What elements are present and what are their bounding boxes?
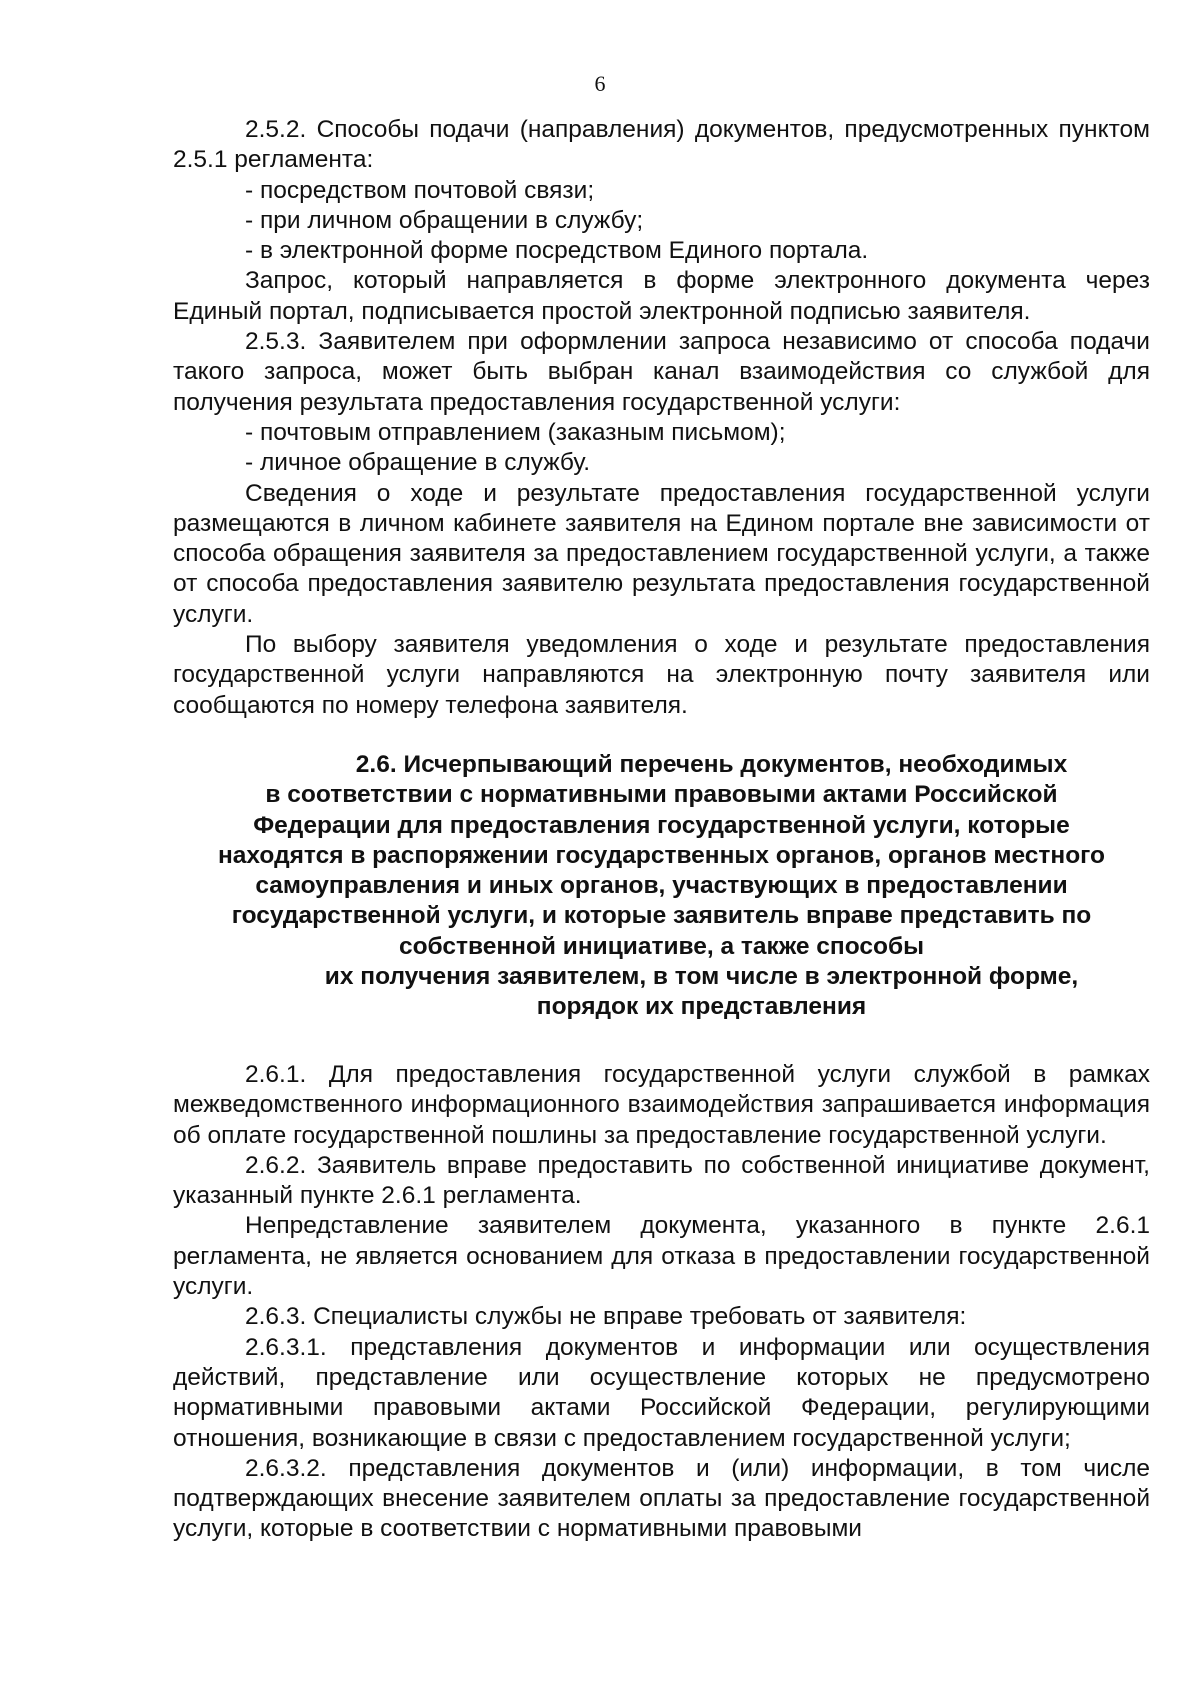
list-item: - личное обращение в службу. bbox=[245, 449, 591, 477]
heading-line: собственной инициативе, а также способы bbox=[398, 932, 925, 960]
heading-line: самоуправления и иных органов, участвующих в предоставлении bbox=[255, 872, 1068, 900]
section-heading bbox=[173, 750, 1150, 1023]
paragraph: По выбору заявителя уведомления о ходе и результате предоставления государственной услуги направляются на электронную почту заявителя или сообщаются по номеру телефона заявителя. bbox=[173, 631, 1150, 719]
paragraph: Запрос, который направляется в форме электронного документа через Единый портал, подписывается простой электронной подписью заявителя. bbox=[173, 267, 1150, 325]
heading-line: 2.6. Исчерпывающий перечень документов, необходимых bbox=[355, 751, 1068, 778]
heading-line: их получения заявителем, в том числе в электронной форме, bbox=[324, 963, 1079, 991]
list-item: - почтовым отправлением (заказным письмом); bbox=[245, 418, 786, 446]
paragraph: Непредставление заявителем документа, указанного в пункте 2.6.1 регламента, не является основанием для отказа в предоставлении государственной услуги. bbox=[173, 1212, 1150, 1301]
paragraph: Сведения о ходе и результате предоставления государственной услуги размещаются в личном кабинете заявителя на Едином портале вне зависимости от способа обращения заявителя за предоставлением государственной услуги, а также от способа предоставления заявителю результата предоставления государственной услуги. bbox=[173, 479, 1150, 628]
section-2-5-text bbox=[173, 115, 1150, 721]
list-item: - при личном обращении в службу; bbox=[245, 206, 644, 234]
paragraph: 2.5.2. Способы подачи (направления) документов, предусмотренных пунктом 2.5.1 регламента: bbox=[173, 116, 1150, 174]
paragraph: 2.6.3.2. представления документов и (или) информации, в том числе подтверждающих внесение заявителем оплаты за предоставление государственной услуги, которые в соответствии с нормативными правовыми bbox=[173, 1454, 1150, 1543]
page-number: 6 bbox=[594, 71, 606, 96]
paragraph: 2.6.3.1. представления документов и информации или осуществления действий, представление или осуществление которых не предусмотрено нормативными правовыми актами Российской Федерации, регулирующими отношения, возникающие в связи с предоставлением государственной услуги; bbox=[173, 1333, 1150, 1452]
heading-line: порядок их представления bbox=[536, 993, 867, 1021]
heading-line: в соответствии с нормативными правовыми актами Российской bbox=[265, 781, 1058, 809]
section-2-6-text bbox=[173, 1060, 1150, 1545]
heading-line: государственной услуги, и которые заявитель вправе представить по bbox=[231, 902, 1092, 930]
heading-line: Федерации для предоставления государственной услуги, которые bbox=[253, 811, 1070, 839]
paragraph: 2.6.2. Заявитель вправе предоставить по собственной инициативе документ, указанный пункте 2.6.1 регламента. bbox=[173, 1151, 1150, 1210]
list-item: - посредством почтовой связи; bbox=[245, 176, 595, 204]
heading-line: находятся в распоряжении государственных органов, органов местного bbox=[217, 841, 1106, 869]
list-item: - в электронной форме посредством Единого портала. bbox=[245, 237, 869, 265]
paragraph: 2.6.1. Для предоставления государственной услуги службой в рамках межведомственного информационного взаимодействия запрашивается информация об оплате государственной пошлины за предоставление государственной услуги. bbox=[173, 1061, 1150, 1149]
paragraph: 2.6.3. Специалисты службы не вправе требовать от заявителя: bbox=[245, 1303, 967, 1331]
paragraph: 2.5.3. Заявителем при оформлении запроса независимо от способа подачи такого запроса, может быть выбран канал взаимодействия со службой для получения результата предоставления государственной услуги: bbox=[173, 328, 1150, 416]
